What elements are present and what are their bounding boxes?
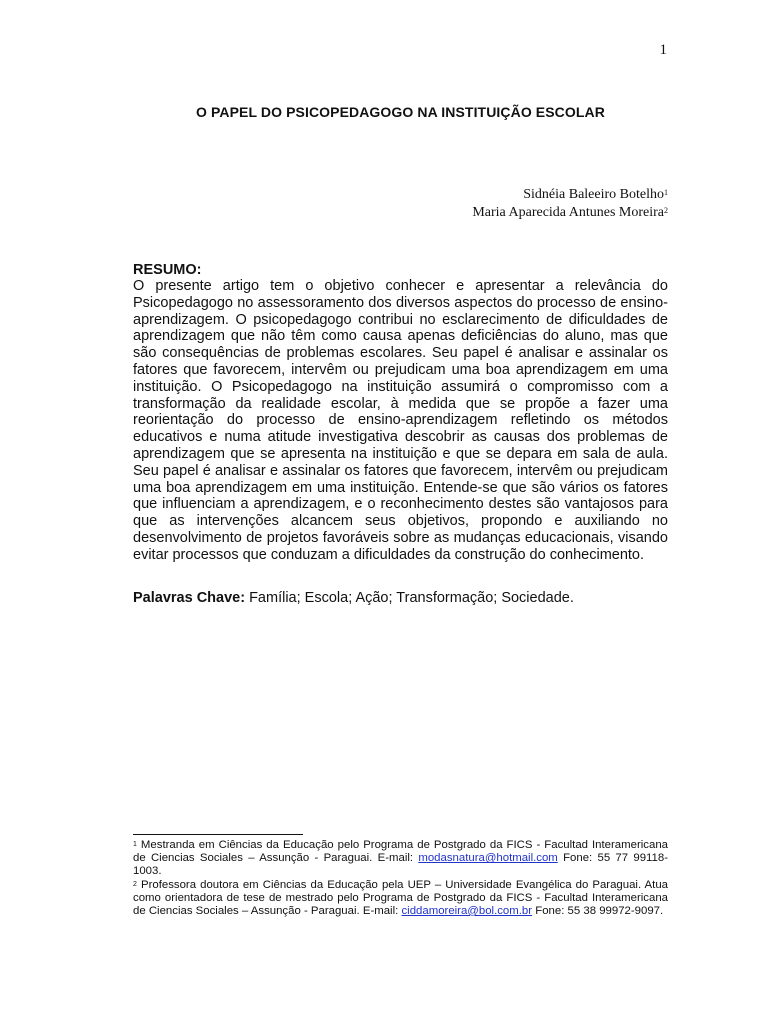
footnotes <box>133 839 668 918</box>
footnote-marker: 2 <box>664 206 668 215</box>
abstract-heading: RESUMO: <box>133 262 202 278</box>
footnote-1 <box>133 839 668 879</box>
footnote-marker: 1 <box>664 188 668 197</box>
author-name: Sidnéia Baleeiro Botelho <box>523 187 664 202</box>
keywords <box>133 590 668 606</box>
footnote-divider <box>133 834 303 835</box>
article-title: O PAPEL DO PSICOPEDAGOGO NA INSTITUIÇÃO ESCOLAR <box>196 104 605 120</box>
author-2 <box>380 204 668 222</box>
author-list <box>380 186 668 222</box>
email-link[interactable]: ciddamoreira@bol.com.br <box>401 905 533 918</box>
footnote-phone: Fone: 55 77 99118-1003. <box>133 852 668 878</box>
keywords-value: Família; Escola; Ação; Transformação; Sociedade. <box>249 590 574 606</box>
footnote-phone: Fone: 55 38 99972-9097. <box>535 905 664 918</box>
footnote-text: Professora doutora em Ciências da Educação pela UEP – Universidade Evangélica do Paraguai. Atua como orientadora de tese de mestrado pelo Programa de Postgrado da FICS - Facultad Interamericana de Ciencias Sociales – Assunção - Paraguai. E-mail: <box>133 878 668 918</box>
author-1 <box>380 186 668 204</box>
footnote-marker: 1 <box>133 841 137 848</box>
page-number: 1 <box>659 42 667 58</box>
email-link[interactable]: modasnatura@hotmail.com <box>418 852 558 865</box>
footnote-marker: 2 <box>133 880 137 888</box>
keywords-label: Palavras Chave: <box>133 590 246 606</box>
footnote-text: Mestranda em Ciências da Educação pelo Programa de Postgrado da FICS - Facultad Interamericana de Ciencias Sociales – Assunção - Paraguai. E-mail: <box>133 839 668 865</box>
footnote-2 <box>133 879 668 919</box>
abstract-text: O presente artigo tem o objetivo conhecer e apresentar a relevância do Psicopedagogo no assessoramento dos diversos aspectos do processo de ensino-aprendizagem. O psicopedagogo contribui no esclarecimento de dificuldades de aprendizagem que não têm como causa apenas deficiências do aluno, mas que são consequências de problemas escolares. Seu papel é analisar e assinalar os fatores que favorecem, intervêm ou prejudicam uma boa aprendizagem em uma instituição. O Psicopedagogo na instituição assumirá o compromisso com a transformação da realidade escolar, à medida que se propõe a fazer uma reorientação do processo de ensino-aprendizagem refletindo os métodos educativos e numa atitude investigativa descobrir as causas dos problemas de aprendizagem que se apresenta na instituição e que se depara em sala de aula. Seu papel é analisar e assinalar os fatores que favorecem, intervêm ou prejudicam uma boa aprendizagem em uma instituição. Entende-se que são vários os fatores que influenciam a aprendizagem, e o reconhecimento destes são vantajosos para que as intervenções alcancem seus objetivos, propondo e auxiliando no desenvolvimento de projetos favoráveis sobre as mudanças educacionais, visando evitar processos que conduzam a dificuldades da construção do conhecimento. <box>133 278 668 563</box>
author-name: Maria Aparecida Antunes Moreira <box>472 205 664 220</box>
